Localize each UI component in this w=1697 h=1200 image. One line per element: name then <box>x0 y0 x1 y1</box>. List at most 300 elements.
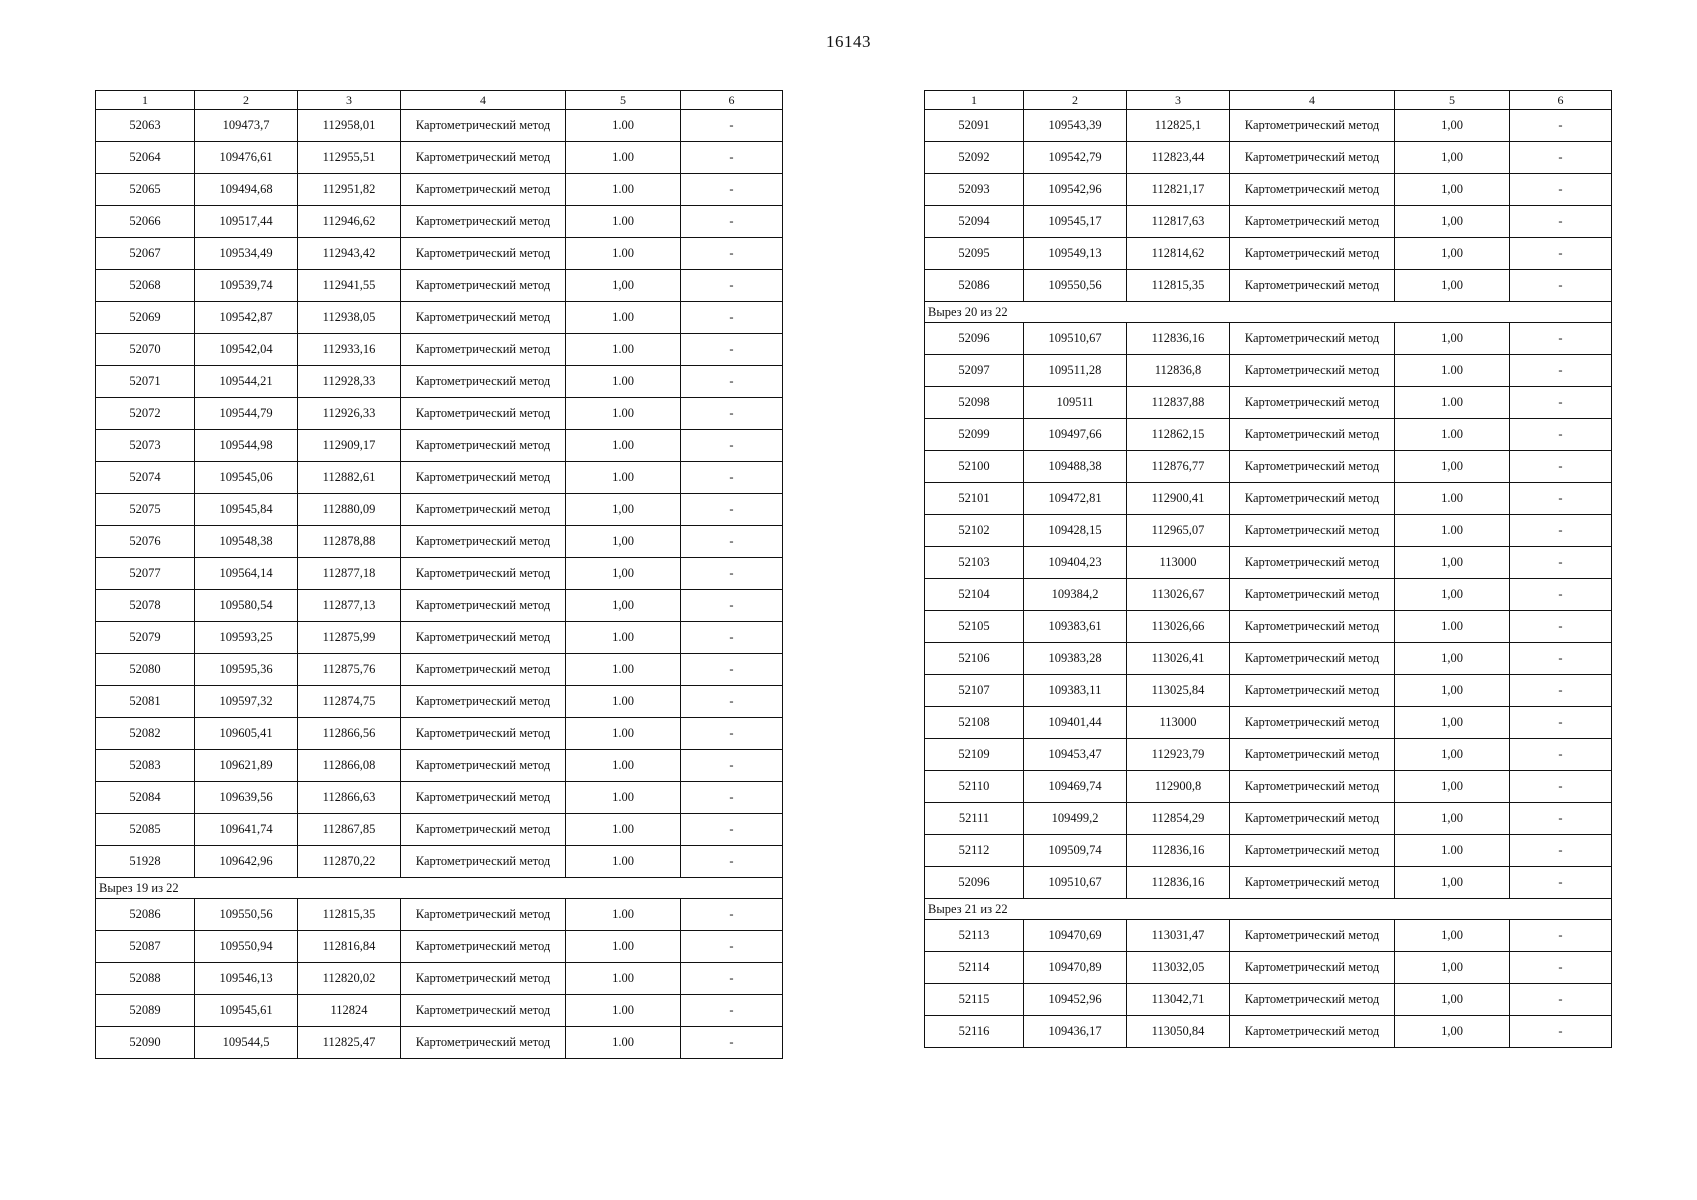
accuracy-cell: 1,00 <box>1395 920 1510 952</box>
table-row <box>925 920 1612 952</box>
method-cell: Картометрический метод <box>1230 355 1395 387</box>
table-row <box>96 174 783 206</box>
accuracy-cell: 1,00 <box>1395 451 1510 483</box>
table-row <box>925 579 1612 611</box>
description-cell: - <box>681 995 783 1027</box>
section-label: Вырез 21 из 22 <box>925 899 1612 920</box>
accuracy-cell: 1.00 <box>1395 355 1510 387</box>
method-cell: Картометрический метод <box>1230 174 1395 206</box>
description-cell: - <box>1510 110 1612 142</box>
table-row <box>925 611 1612 643</box>
accuracy-cell: 1,00 <box>1395 867 1510 899</box>
table-row <box>96 110 783 142</box>
description-cell: - <box>681 846 783 878</box>
y-coordinate-cell: 112926,33 <box>298 398 401 430</box>
table-row <box>925 451 1612 483</box>
method-cell: Картометрический метод <box>1230 419 1395 451</box>
description-cell: - <box>681 590 783 622</box>
point-number-cell: 52073 <box>96 430 195 462</box>
table-row <box>925 238 1612 270</box>
x-coordinate-cell: 109550,94 <box>195 931 298 963</box>
table-row <box>96 931 783 963</box>
method-cell: Картометрический метод <box>401 654 566 686</box>
y-coordinate-cell: 112880,09 <box>298 494 401 526</box>
y-coordinate-cell: 112874,75 <box>298 686 401 718</box>
method-cell: Картометрический метод <box>1230 387 1395 419</box>
method-cell: Картометрический метод <box>1230 739 1395 771</box>
description-cell: - <box>681 899 783 931</box>
description-cell: - <box>681 718 783 750</box>
method-cell: Картометрический метод <box>1230 323 1395 355</box>
point-number-cell: 52094 <box>925 206 1024 238</box>
table-header-row <box>925 91 1612 110</box>
point-number-cell: 52072 <box>96 398 195 430</box>
description-cell: - <box>1510 771 1612 803</box>
description-cell: - <box>1510 984 1612 1016</box>
accuracy-cell: 1,00 <box>566 590 681 622</box>
table-row <box>925 984 1612 1016</box>
section-row <box>925 899 1612 920</box>
table-row <box>96 142 783 174</box>
column-header: 1 <box>96 91 195 110</box>
method-cell: Картометрический метод <box>401 750 566 782</box>
point-number-cell: 52079 <box>96 622 195 654</box>
accuracy-cell: 1.00 <box>1395 835 1510 867</box>
x-coordinate-cell: 109548,38 <box>195 526 298 558</box>
x-coordinate-cell: 109488,38 <box>1024 451 1127 483</box>
point-number-cell: 52089 <box>96 995 195 1027</box>
table-row <box>96 622 783 654</box>
accuracy-cell: 1.00 <box>566 782 681 814</box>
description-cell: - <box>681 622 783 654</box>
point-number-cell: 52101 <box>925 483 1024 515</box>
x-coordinate-cell: 109401,44 <box>1024 707 1127 739</box>
point-number-cell: 52105 <box>925 611 1024 643</box>
table-row <box>925 739 1612 771</box>
accuracy-cell: 1.00 <box>566 1027 681 1059</box>
y-coordinate-cell: 112815,35 <box>298 899 401 931</box>
method-cell: Картометрический метод <box>401 462 566 494</box>
method-cell: Картометрический метод <box>1230 675 1395 707</box>
accuracy-cell: 1.00 <box>566 462 681 494</box>
method-cell: Картометрический метод <box>401 899 566 931</box>
accuracy-cell: 1.00 <box>566 963 681 995</box>
table-row <box>925 419 1612 451</box>
x-coordinate-cell: 109384,2 <box>1024 579 1127 611</box>
y-coordinate-cell: 112878,88 <box>298 526 401 558</box>
accuracy-cell: 1.00 <box>566 174 681 206</box>
x-coordinate-cell: 109641,74 <box>195 814 298 846</box>
method-cell: Картометрический метод <box>401 814 566 846</box>
section-row <box>96 878 783 899</box>
point-number-cell: 52086 <box>925 270 1024 302</box>
accuracy-cell: 1,00 <box>1395 803 1510 835</box>
method-cell: Картометрический метод <box>1230 110 1395 142</box>
table-row <box>925 771 1612 803</box>
table-row <box>925 483 1612 515</box>
y-coordinate-cell: 113026,41 <box>1127 643 1230 675</box>
point-number-cell: 52069 <box>96 302 195 334</box>
x-coordinate-cell: 109404,23 <box>1024 547 1127 579</box>
description-cell: - <box>1510 1016 1612 1048</box>
x-coordinate-cell: 109544,5 <box>195 1027 298 1059</box>
x-coordinate-cell: 109542,96 <box>1024 174 1127 206</box>
point-number-cell: 52102 <box>925 515 1024 547</box>
table-row <box>925 952 1612 984</box>
table-row <box>96 398 783 430</box>
method-cell: Картометрический метод <box>401 494 566 526</box>
description-cell: - <box>681 302 783 334</box>
point-number-cell: 52090 <box>96 1027 195 1059</box>
method-cell: Картометрический метод <box>401 846 566 878</box>
description-cell: - <box>1510 238 1612 270</box>
accuracy-cell: 1,00 <box>1395 707 1510 739</box>
page-number: 16143 <box>826 32 871 51</box>
accuracy-cell: 1.00 <box>1395 611 1510 643</box>
accuracy-cell: 1.00 <box>566 206 681 238</box>
accuracy-cell: 1,00 <box>1395 952 1510 984</box>
x-coordinate-cell: 109473,7 <box>195 110 298 142</box>
x-coordinate-cell: 109542,04 <box>195 334 298 366</box>
point-number-cell: 52076 <box>96 526 195 558</box>
description-cell: - <box>1510 174 1612 206</box>
method-cell: Картометрический метод <box>401 142 566 174</box>
column-header: 2 <box>195 91 298 110</box>
point-number-cell: 52074 <box>96 462 195 494</box>
y-coordinate-cell: 112875,99 <box>298 622 401 654</box>
table-row <box>925 387 1612 419</box>
table-row <box>96 270 783 302</box>
point-number-cell: 52103 <box>925 547 1024 579</box>
column-header: 6 <box>1510 91 1612 110</box>
method-cell: Картометрический метод <box>401 238 566 270</box>
description-cell: - <box>1510 142 1612 174</box>
accuracy-cell: 1,00 <box>1395 675 1510 707</box>
description-cell: - <box>1510 355 1612 387</box>
point-number-cell: 52109 <box>925 739 1024 771</box>
accuracy-cell: 1.00 <box>566 622 681 654</box>
y-coordinate-cell: 113000 <box>1127 547 1230 579</box>
method-cell: Картометрический метод <box>401 334 566 366</box>
method-cell: Картометрический метод <box>1230 1016 1395 1048</box>
accuracy-cell: 1.00 <box>566 430 681 462</box>
table-row <box>96 526 783 558</box>
description-cell: - <box>681 782 783 814</box>
method-cell: Картометрический метод <box>401 366 566 398</box>
table-row <box>96 718 783 750</box>
table-row <box>96 302 783 334</box>
description-cell: - <box>681 430 783 462</box>
table-row <box>925 355 1612 387</box>
description-cell: - <box>681 963 783 995</box>
x-coordinate-cell: 109642,96 <box>195 846 298 878</box>
table-row <box>96 814 783 846</box>
accuracy-cell: 1,00 <box>1395 547 1510 579</box>
y-coordinate-cell: 112951,82 <box>298 174 401 206</box>
accuracy-cell: 1,00 <box>1395 270 1510 302</box>
description-cell: - <box>681 1027 783 1059</box>
description-cell: - <box>681 750 783 782</box>
x-coordinate-cell: 109453,47 <box>1024 739 1127 771</box>
accuracy-cell: 1,00 <box>1395 323 1510 355</box>
accuracy-cell: 1,00 <box>1395 1016 1510 1048</box>
y-coordinate-cell: 112836,16 <box>1127 323 1230 355</box>
method-cell: Картометрический метод <box>1230 984 1395 1016</box>
method-cell: Картометрический метод <box>401 622 566 654</box>
point-number-cell: 52111 <box>925 803 1024 835</box>
description-cell: - <box>1510 483 1612 515</box>
x-coordinate-cell: 109509,74 <box>1024 835 1127 867</box>
x-coordinate-cell: 109452,96 <box>1024 984 1127 1016</box>
column-header: 4 <box>401 91 566 110</box>
method-cell: Картометрический метод <box>1230 803 1395 835</box>
description-cell: - <box>1510 920 1612 952</box>
description-cell: - <box>1510 643 1612 675</box>
description-cell: - <box>681 174 783 206</box>
method-cell: Картометрический метод <box>1230 771 1395 803</box>
table-row <box>925 1016 1612 1048</box>
accuracy-cell: 1,00 <box>1395 579 1510 611</box>
accuracy-cell: 1.00 <box>1395 483 1510 515</box>
point-number-cell: 52085 <box>96 814 195 846</box>
point-number-cell: 52093 <box>925 174 1024 206</box>
method-cell: Картометрический метод <box>1230 611 1395 643</box>
accuracy-cell: 1.00 <box>566 686 681 718</box>
description-cell: - <box>1510 835 1612 867</box>
method-cell: Картометрический метод <box>1230 952 1395 984</box>
point-number-cell: 52080 <box>96 654 195 686</box>
y-coordinate-cell: 112877,18 <box>298 558 401 590</box>
y-coordinate-cell: 112923,79 <box>1127 739 1230 771</box>
method-cell: Картометрический метод <box>401 430 566 462</box>
accuracy-cell: 1.00 <box>1395 387 1510 419</box>
x-coordinate-cell: 109542,79 <box>1024 142 1127 174</box>
description-cell: - <box>1510 675 1612 707</box>
point-number-cell: 52087 <box>96 931 195 963</box>
x-coordinate-cell: 109469,74 <box>1024 771 1127 803</box>
point-number-cell: 52100 <box>925 451 1024 483</box>
table-row <box>96 995 783 1027</box>
accuracy-cell: 1.00 <box>566 846 681 878</box>
x-coordinate-cell: 109510,67 <box>1024 867 1127 899</box>
description-cell: - <box>1510 579 1612 611</box>
column-header: 3 <box>298 91 401 110</box>
point-number-cell: 52096 <box>925 323 1024 355</box>
table-row <box>925 675 1612 707</box>
x-coordinate-cell: 109545,84 <box>195 494 298 526</box>
x-coordinate-cell: 109621,89 <box>195 750 298 782</box>
y-coordinate-cell: 112965,07 <box>1127 515 1230 547</box>
accuracy-cell: 1,00 <box>1395 174 1510 206</box>
point-number-cell: 52084 <box>96 782 195 814</box>
table-row <box>96 462 783 494</box>
description-cell: - <box>1510 867 1612 899</box>
table-row <box>96 558 783 590</box>
point-number-cell: 52091 <box>925 110 1024 142</box>
accuracy-cell: 1.00 <box>566 238 681 270</box>
description-cell: - <box>681 462 783 494</box>
y-coordinate-cell: 112866,56 <box>298 718 401 750</box>
point-number-cell: 52083 <box>96 750 195 782</box>
accuracy-cell: 1,00 <box>1395 238 1510 270</box>
accuracy-cell: 1.00 <box>566 814 681 846</box>
x-coordinate-cell: 109383,28 <box>1024 643 1127 675</box>
accuracy-cell: 1.00 <box>566 718 681 750</box>
method-cell: Картометрический метод <box>401 110 566 142</box>
x-coordinate-cell: 109383,61 <box>1024 611 1127 643</box>
table-row <box>96 590 783 622</box>
column-header: 2 <box>1024 91 1127 110</box>
method-cell: Картометрический метод <box>1230 643 1395 675</box>
point-number-cell: 52075 <box>96 494 195 526</box>
y-coordinate-cell: 112836,8 <box>1127 355 1230 387</box>
description-cell: - <box>681 334 783 366</box>
accuracy-cell: 1,00 <box>1395 643 1510 675</box>
description-cell: - <box>681 366 783 398</box>
method-cell: Картометрический метод <box>1230 920 1395 952</box>
point-number-cell: 52113 <box>925 920 1024 952</box>
accuracy-cell: 1,00 <box>566 558 681 590</box>
accuracy-cell: 1,00 <box>1395 739 1510 771</box>
method-cell: Картометрический метод <box>1230 238 1395 270</box>
method-cell: Картометрический метод <box>401 590 566 622</box>
y-coordinate-cell: 112877,13 <box>298 590 401 622</box>
description-cell: - <box>681 110 783 142</box>
column-header: 5 <box>566 91 681 110</box>
section-row <box>925 302 1612 323</box>
x-coordinate-cell: 109517,44 <box>195 206 298 238</box>
method-cell: Картометрический метод <box>401 302 566 334</box>
point-number-cell: 52116 <box>925 1016 1024 1048</box>
point-number-cell: 52115 <box>925 984 1024 1016</box>
y-coordinate-cell: 112928,33 <box>298 366 401 398</box>
point-number-cell: 52110 <box>925 771 1024 803</box>
x-coordinate-cell: 109511,28 <box>1024 355 1127 387</box>
method-cell: Картометрический метод <box>401 931 566 963</box>
description-cell: - <box>681 526 783 558</box>
description-cell: - <box>681 398 783 430</box>
column-header: 4 <box>1230 91 1395 110</box>
y-coordinate-cell: 112900,41 <box>1127 483 1230 515</box>
point-number-cell: 52107 <box>925 675 1024 707</box>
accuracy-cell: 1,00 <box>1395 110 1510 142</box>
y-coordinate-cell: 112867,85 <box>298 814 401 846</box>
description-cell: - <box>1510 611 1612 643</box>
y-coordinate-cell: 112933,16 <box>298 334 401 366</box>
description-cell: - <box>1510 206 1612 238</box>
y-coordinate-cell: 113032,05 <box>1127 952 1230 984</box>
description-cell: - <box>681 142 783 174</box>
section-label: Вырез 20 из 22 <box>925 302 1612 323</box>
y-coordinate-cell: 112958,01 <box>298 110 401 142</box>
point-number-cell: 52067 <box>96 238 195 270</box>
table-row <box>925 270 1612 302</box>
y-coordinate-cell: 112875,76 <box>298 654 401 686</box>
method-cell: Картометрический метод <box>1230 707 1395 739</box>
method-cell: Картометрический метод <box>401 963 566 995</box>
method-cell: Картометрический метод <box>1230 867 1395 899</box>
accuracy-cell: 1.00 <box>566 750 681 782</box>
table-row <box>925 515 1612 547</box>
table-row <box>925 547 1612 579</box>
description-cell: - <box>1510 803 1612 835</box>
x-coordinate-cell: 109472,81 <box>1024 483 1127 515</box>
x-coordinate-cell: 109543,39 <box>1024 110 1127 142</box>
point-number-cell: 52108 <box>925 707 1024 739</box>
table-row <box>96 494 783 526</box>
y-coordinate-cell: 112854,29 <box>1127 803 1230 835</box>
y-coordinate-cell: 112882,61 <box>298 462 401 494</box>
x-coordinate-cell: 109546,13 <box>195 963 298 995</box>
accuracy-cell: 1.00 <box>1395 419 1510 451</box>
y-coordinate-cell: 113000 <box>1127 707 1230 739</box>
point-number-cell: 52086 <box>96 899 195 931</box>
method-cell: Картометрический метод <box>401 206 566 238</box>
point-number-cell: 52096 <box>925 867 1024 899</box>
table-row <box>96 366 783 398</box>
description-cell: - <box>681 686 783 718</box>
y-coordinate-cell: 112825,47 <box>298 1027 401 1059</box>
description-cell: - <box>681 206 783 238</box>
method-cell: Картометрический метод <box>1230 483 1395 515</box>
x-coordinate-cell: 109550,56 <box>195 899 298 931</box>
description-cell: - <box>1510 952 1612 984</box>
description-cell: - <box>1510 739 1612 771</box>
x-coordinate-cell: 109542,87 <box>195 302 298 334</box>
left-coordinates-table <box>95 90 783 1059</box>
table-row <box>96 899 783 931</box>
description-cell: - <box>1510 707 1612 739</box>
table-row <box>96 238 783 270</box>
point-number-cell: 52068 <box>96 270 195 302</box>
table-row <box>96 846 783 878</box>
table-row <box>925 803 1612 835</box>
y-coordinate-cell: 112823,44 <box>1127 142 1230 174</box>
table-row <box>96 963 783 995</box>
point-number-cell: 52099 <box>925 419 1024 451</box>
method-cell: Картометрический метод <box>401 718 566 750</box>
table-row <box>925 707 1612 739</box>
y-coordinate-cell: 112816,84 <box>298 931 401 963</box>
point-number-cell: 52064 <box>96 142 195 174</box>
y-coordinate-cell: 112909,17 <box>298 430 401 462</box>
point-number-cell: 52077 <box>96 558 195 590</box>
y-coordinate-cell: 112820,02 <box>298 963 401 995</box>
method-cell: Картометрический метод <box>1230 547 1395 579</box>
point-number-cell: 52104 <box>925 579 1024 611</box>
accuracy-cell: 1.00 <box>1395 515 1510 547</box>
point-number-cell: 52071 <box>96 366 195 398</box>
point-number-cell: 52092 <box>925 142 1024 174</box>
accuracy-cell: 1,00 <box>566 270 681 302</box>
description-cell: - <box>681 238 783 270</box>
method-cell: Картометрический метод <box>401 526 566 558</box>
point-number-cell: 52088 <box>96 963 195 995</box>
y-coordinate-cell: 112946,62 <box>298 206 401 238</box>
x-coordinate-cell: 109544,98 <box>195 430 298 462</box>
description-cell: - <box>681 558 783 590</box>
x-coordinate-cell: 109593,25 <box>195 622 298 654</box>
y-coordinate-cell: 112824 <box>298 995 401 1027</box>
description-cell: - <box>1510 451 1612 483</box>
x-coordinate-cell: 109497,66 <box>1024 419 1127 451</box>
point-number-cell: 52063 <box>96 110 195 142</box>
x-coordinate-cell: 109545,17 <box>1024 206 1127 238</box>
accuracy-cell: 1.00 <box>566 654 681 686</box>
x-coordinate-cell: 109494,68 <box>195 174 298 206</box>
description-cell: - <box>681 494 783 526</box>
point-number-cell: 52095 <box>925 238 1024 270</box>
